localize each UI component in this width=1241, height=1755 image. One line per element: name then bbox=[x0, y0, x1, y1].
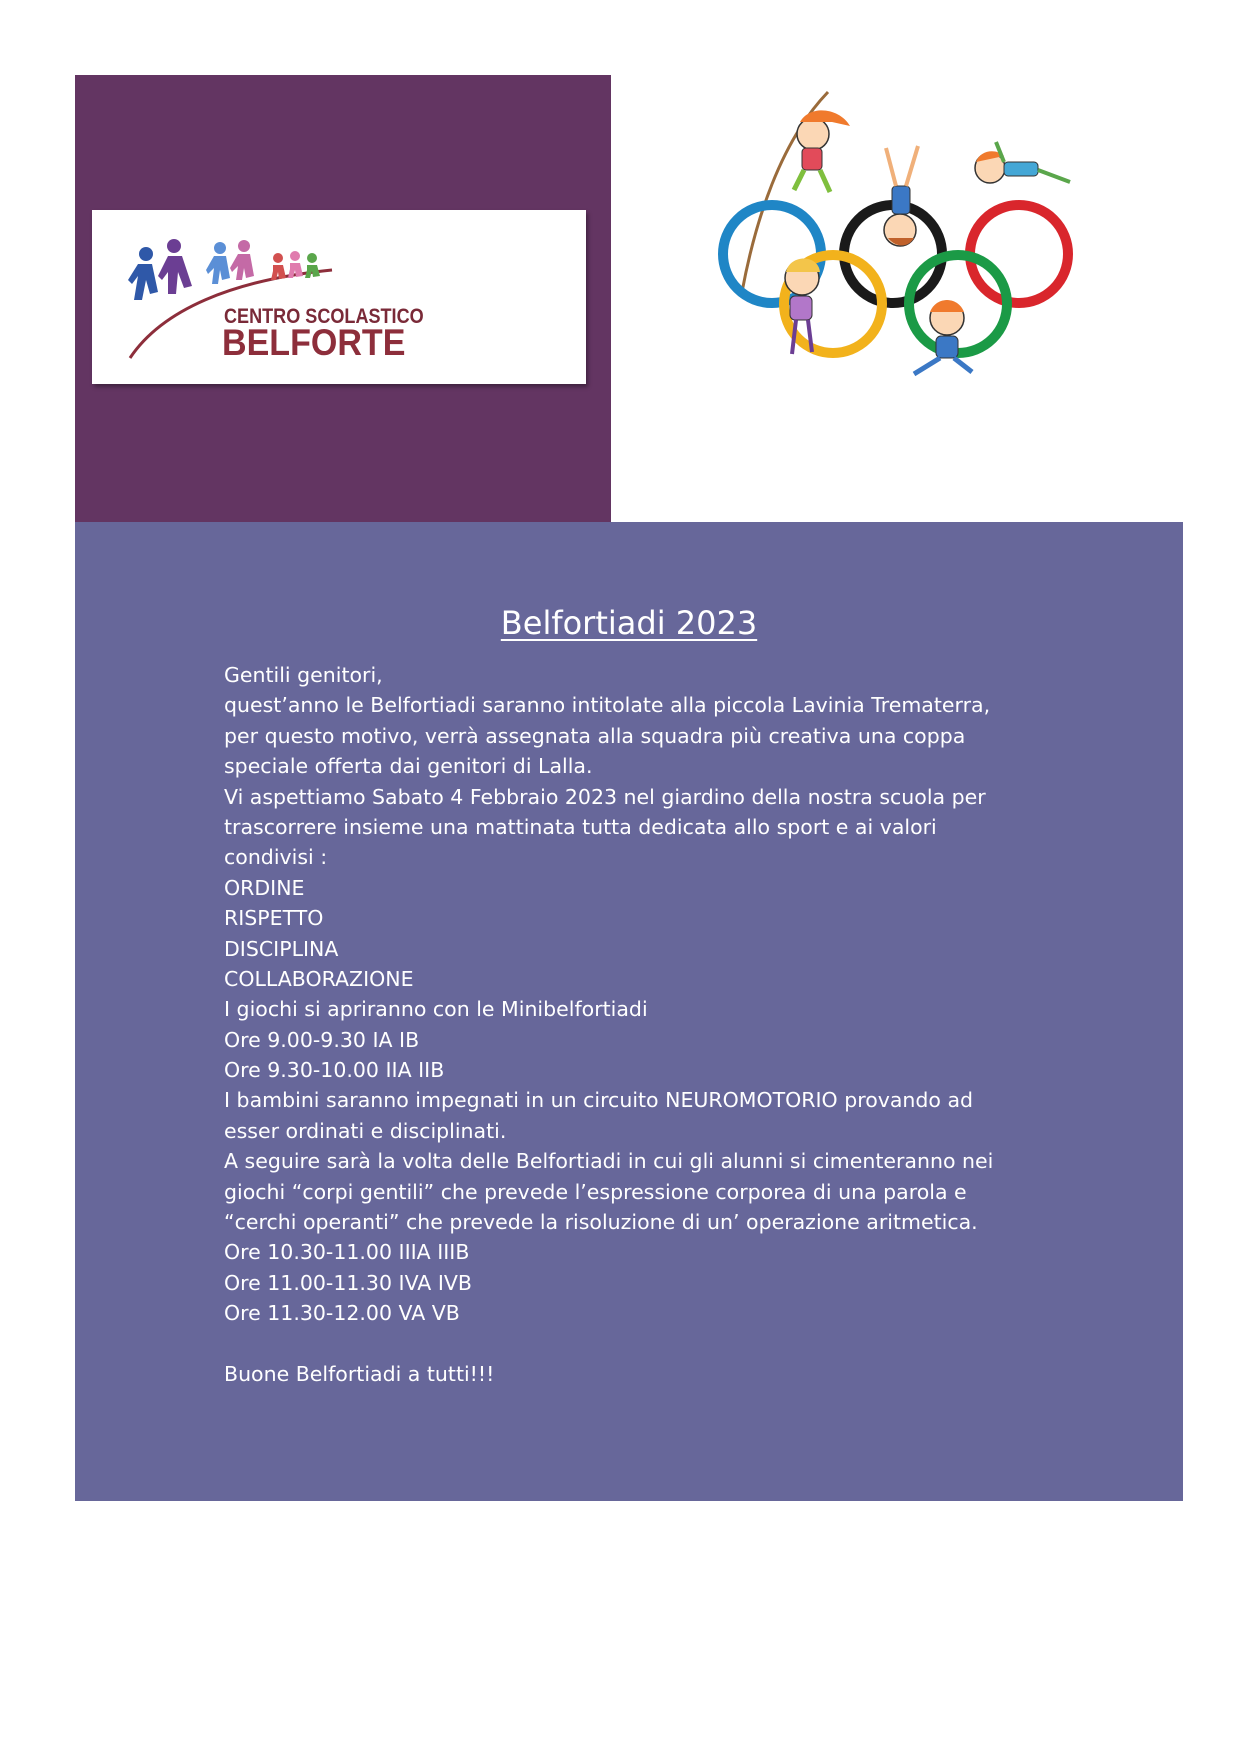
kid-pole-vault-icon bbox=[794, 110, 850, 192]
body-line: per questo motivo, verrà assegnata alla squadra più creativa una coppa bbox=[224, 723, 966, 748]
body-line: speciale offerta dai genitori di Lalla. bbox=[224, 754, 593, 779]
figure-lightblue-icon bbox=[206, 242, 230, 284]
body-line: Gentili genitori, bbox=[224, 663, 383, 687]
figure-pink-icon bbox=[230, 240, 254, 280]
logo-text-centro-scolastico: CENTRO SCOLASTICO bbox=[224, 305, 424, 328]
schedule-item: Ore 11.00-11.30 IVA IVB bbox=[224, 1270, 472, 1295]
body-line: quest’anno le Belfortiadi saranno intitolate alla piccola Lavinia Trematerra, bbox=[224, 693, 991, 718]
logo-text-belforte: BELFORTE bbox=[222, 322, 406, 363]
figure-purple-icon bbox=[158, 239, 192, 294]
kid-hanging-icon bbox=[884, 146, 918, 246]
body-line: condivisi : bbox=[224, 845, 328, 870]
value-collaborazione: COLLABORAZIONE bbox=[224, 966, 414, 991]
value-rispetto: RISPETTO bbox=[224, 906, 324, 931]
page-title: Belfortiadi 2023 bbox=[500, 604, 758, 642]
kid-flying-icon bbox=[975, 142, 1070, 183]
schedule-item: Ore 11.30-12.00 VA VB bbox=[224, 1301, 460, 1326]
school-logo bbox=[92, 210, 586, 384]
body-line: Vi aspettiamo Sabato 4 Febbraio 2023 nel giardino della nostra scuola per bbox=[224, 784, 986, 809]
body-line: giochi “corpi gentili” che prevede l’espressione corporea di una parola e bbox=[224, 1179, 967, 1204]
announcement-body bbox=[224, 660, 1124, 1389]
schedule-item: Ore 10.30-11.00 IIIA IIIB bbox=[224, 1240, 470, 1265]
spacer bbox=[224, 1329, 1124, 1359]
body-line: I bambini saranno impegnati in un circuito NEUROMOTORIO provando ad bbox=[224, 1088, 974, 1113]
body-line: I giochi si apriranno con le Minibelfortiadi bbox=[224, 997, 648, 1022]
figure-red-icon bbox=[271, 253, 286, 280]
figure-blue-icon bbox=[128, 247, 158, 300]
value-ordine: ORDINE bbox=[224, 875, 305, 900]
value-disciplina: DISCIPLINA bbox=[224, 936, 339, 961]
ring-red-icon bbox=[970, 205, 1068, 303]
figure-green-icon bbox=[305, 253, 320, 278]
olympic-rings-kids-illustration bbox=[700, 82, 1120, 392]
schedule-item: Ore 9.00-9.30 IA IB bbox=[224, 1027, 420, 1052]
body-line: esser ordinati e disciplinati. bbox=[224, 1118, 507, 1143]
body-line: trascorrere insieme una mattinata tutta dedicata allo sport e ai valori bbox=[224, 814, 937, 839]
closing-line: Buone Belfortiadi a tutti!!! bbox=[224, 1361, 495, 1386]
body-line: A seguire sarà la volta delle Belfortiadi in cui gli alunni si cimenteranno nei bbox=[224, 1149, 994, 1174]
body-line: “cerchi operanti” che prevede la risoluzione di un’ operazione aritmetica. bbox=[224, 1210, 978, 1235]
schedule-item: Ore 9.30-10.00 IIA IIB bbox=[224, 1058, 445, 1083]
main-panel bbox=[75, 522, 1183, 1501]
